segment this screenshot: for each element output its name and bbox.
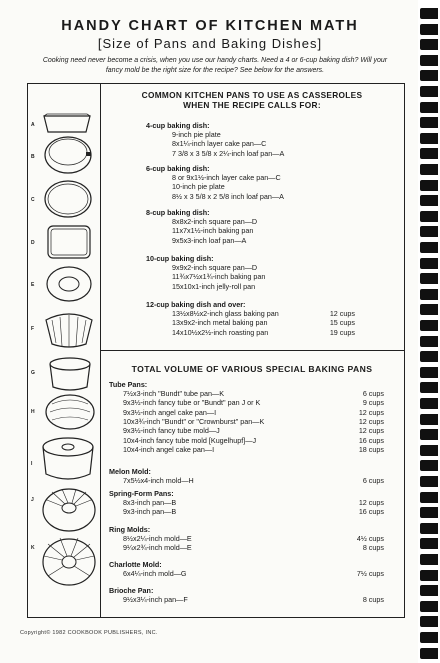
- binding-ring: [420, 601, 438, 612]
- casserole-item: 8 or 9x1½-inch layer cake pan—C: [172, 173, 281, 182]
- spring-form-pan-icon: [40, 135, 96, 177]
- special-item-amount: 12 cups: [358, 426, 384, 436]
- casserole-item: 9-inch pie plate: [172, 130, 221, 139]
- ring-mold-icon: [42, 264, 96, 304]
- casserole-item: 14x10½x2½-inch roasting pan: [172, 327, 269, 337]
- binding-ring: [420, 554, 438, 565]
- special-item: 9½x3¼-inch pan—F: [123, 595, 188, 604]
- binding-ring: [420, 507, 438, 518]
- binding-ring: [420, 351, 438, 362]
- pan-label-a: A: [31, 122, 35, 128]
- pan-label-k: K: [31, 545, 35, 551]
- square-pan-icon: [42, 222, 96, 262]
- binding-ring: [420, 133, 438, 144]
- casserole-item: 11x7x1½-inch baking pan: [172, 226, 254, 236]
- special-group-title: Spring-Form Pans:: [109, 489, 174, 498]
- special-item-amount: 12 cups: [358, 498, 384, 507]
- special-item: 8x3-inch pan—B: [123, 498, 177, 507]
- special-item: 9x3½-inch angel cake pan—I: [123, 407, 217, 417]
- binding-ring: [420, 538, 438, 549]
- binding-ring: [420, 648, 438, 659]
- charlotte-mold-icon: [44, 354, 96, 394]
- binding-ring: [420, 164, 438, 175]
- special-item: 9¼x2¾-inch mold—E: [123, 543, 192, 553]
- binding-ring: [420, 585, 438, 596]
- binding-ring: [420, 180, 438, 191]
- special-group-title: Tube Pans:: [109, 380, 148, 389]
- pan-label-c: C: [31, 197, 35, 203]
- special-item-amount: 16 cups: [358, 435, 384, 445]
- special-group-title: Charlotte Mold:: [109, 560, 162, 569]
- special-item: 7x5½x4-inch mold—H: [123, 476, 194, 485]
- casserole-item: 7 3/8 x 3 5/8 x 2¼-inch loaf pan—A: [172, 148, 285, 158]
- casserole-item: 9x5x3-inch loaf pan—A: [172, 235, 247, 245]
- casserole-item-amount: 15 cups: [329, 318, 355, 328]
- casserole-item: 9x9x2-inch square pan—D: [172, 263, 258, 272]
- casserole-item-amount: 19 cups: [329, 327, 355, 337]
- binding-ring: [420, 39, 438, 50]
- binding-ring: [420, 226, 438, 237]
- intro-text: Cooking need never become a crisis, when you use our handy charts. Need a 4 or 6-cup baking dish? Will your fancy mold be the right size for the recipe? See below for the answers.: [42, 57, 388, 74]
- casserole-item: 8x1¼-inch layer cake pan—C: [172, 139, 267, 149]
- page-title: HANDY CHART OF KITCHEN MATH: [61, 18, 359, 34]
- binding-ring: [420, 211, 438, 222]
- pan-label-f: F: [31, 326, 35, 332]
- binding-ring: [420, 367, 438, 378]
- special-item-amount: 8 cups: [362, 595, 384, 604]
- special-item-amount: 12 cups: [358, 416, 384, 426]
- casserole-item-amount: 12 cups: [329, 309, 355, 318]
- casseroles-heading-line-1: COMMON KITCHEN PANS TO USE AS CASSEROLES: [141, 90, 363, 100]
- binding-ring: [420, 289, 438, 300]
- special-item-amount: 6 cups: [362, 389, 384, 398]
- pan-label-b: B: [31, 154, 35, 160]
- binding-ring: [420, 460, 438, 471]
- section-divider: [100, 350, 404, 351]
- pan-label-i: I: [31, 461, 33, 467]
- binding-ring: [420, 445, 438, 456]
- casserole-item: 11¾x7½x1¾-inch baking pan: [172, 272, 266, 282]
- casseroles-heading: [101, 90, 403, 110]
- binding-ring: [420, 336, 438, 347]
- binding-ring: [420, 616, 438, 627]
- angel-cake-pan-icon: [38, 434, 98, 486]
- binding-ring: [420, 55, 438, 66]
- copyright-footer: Copyright© 1982 COOKBOOK PUBLISHERS, INC.: [20, 630, 158, 636]
- binding-ring: [420, 523, 438, 534]
- pan-label-j: J: [31, 497, 34, 503]
- casserole-group-title: 10-cup baking dish:: [146, 254, 214, 263]
- binding-ring: [420, 242, 438, 253]
- binding-ring: [420, 102, 438, 113]
- binding-ring: [420, 86, 438, 97]
- special-item-amount: 7½ cups: [356, 569, 384, 578]
- pan-label-g: G: [31, 370, 35, 376]
- binding-ring: [420, 429, 438, 440]
- brioche-pan-icon: [40, 306, 98, 350]
- special-group-title: Ring Molds:: [109, 525, 151, 534]
- casserole-group-title: 6-cup baking dish:: [146, 164, 210, 173]
- kugelhupf-mold-icon: [38, 484, 100, 536]
- special-item: 10x4-inch angel cake pan—I: [123, 444, 215, 454]
- special-item-amount: 6 cups: [362, 476, 384, 485]
- binding-ring: [420, 258, 438, 269]
- pan-label-e: E: [31, 282, 35, 288]
- loaf-pan-icon: [38, 113, 96, 135]
- casserole-item: 13½x8½x2-inch glass baking pan: [172, 309, 279, 318]
- binding-ring: [420, 320, 438, 331]
- casserole-item: 8½ x 3 5/8 x 2 5/8 inch loaf pan—A: [172, 191, 284, 201]
- binding-ring: [420, 476, 438, 487]
- special-item: 8½x2¼-inch mold—E: [123, 534, 192, 543]
- casserole-item: 15x10x1-inch jelly-roll pan: [172, 281, 256, 291]
- binding-ring: [420, 398, 438, 409]
- layer-cake-pan-icon: [40, 178, 96, 220]
- special-item: 10x4-inch fancy tube mold [Kugelhupf]—J: [123, 435, 257, 445]
- special-item-amount: 12 cups: [358, 407, 384, 417]
- casserole-item: 13x9x2-inch metal baking pan: [172, 318, 268, 328]
- binding-ring: [420, 70, 438, 81]
- special-item: 9x3½-inch fancy tube mold—J: [123, 426, 220, 436]
- binding-ring: [420, 382, 438, 393]
- page-subtitle: [Size of Pans and Baking Dishes]: [97, 36, 323, 51]
- special-item: 9x3½-inch fancy tube or "Bundt" pan J or K: [123, 398, 261, 408]
- binding-ring: [420, 414, 438, 425]
- casserole-group-title: 8-cup baking dish:: [146, 208, 210, 217]
- casserole-item: 10-inch pie plate: [172, 182, 225, 192]
- special-item-amount: 16 cups: [358, 507, 384, 517]
- casserole-group-title: 12-cup baking dish and over:: [146, 300, 246, 309]
- special-item: 6x4¼-inch mold—G: [123, 569, 187, 578]
- binding-ring: [420, 195, 438, 206]
- binding-ring: [420, 492, 438, 503]
- binding-ring: [420, 570, 438, 581]
- casseroles-heading-line-2: WHEN THE RECIPE CALLS FOR:: [183, 100, 321, 110]
- special-item-amount: 9 cups: [362, 398, 384, 408]
- special-item: 7½x3-inch "Bundt" tube pan—K: [123, 389, 225, 398]
- binding-ring: [420, 273, 438, 284]
- pan-label-h: H: [31, 409, 35, 415]
- special-item-amount: 8 cups: [362, 543, 384, 553]
- bundt-pan-icon: [38, 534, 100, 590]
- special-group-title: Brioche Pan:: [109, 586, 154, 595]
- special-item: 10x3¾-inch "Bundt" or "Crownburst" pan—K: [123, 416, 265, 426]
- casserole-item: 8x8x2-inch square pan—D: [172, 217, 258, 226]
- binding-ring: [420, 304, 438, 315]
- binding-ring: [420, 24, 438, 35]
- pan-label-d: D: [31, 240, 35, 246]
- binding-ring: [420, 632, 438, 643]
- spiral-binding: [418, 0, 440, 663]
- special-pans-heading: TOTAL VOLUME OF VARIOUS SPECIAL BAKING PANS: [131, 364, 373, 374]
- casserole-group-title: 4-cup baking dish:: [146, 121, 210, 130]
- special-item-amount: 4½ cups: [356, 534, 384, 543]
- binding-ring: [420, 148, 438, 159]
- binding-ring: [420, 8, 438, 19]
- binding-ring: [420, 117, 438, 128]
- special-group-title: Melon Mold:: [109, 467, 151, 476]
- special-item: 9x3-inch pan—B: [123, 507, 177, 517]
- special-item-amount: 18 cups: [358, 444, 384, 454]
- melon-mold-icon: [42, 392, 98, 432]
